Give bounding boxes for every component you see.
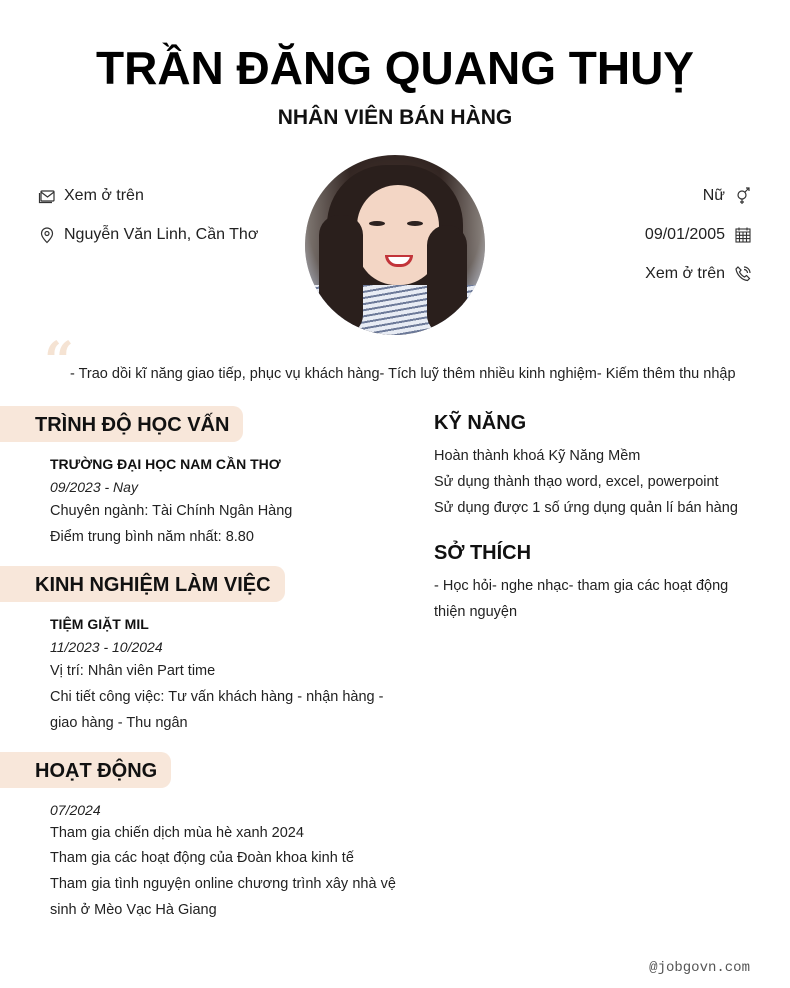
education-gpa: Điểm trung bình năm nhất: 8.80 <box>50 529 254 545</box>
contact-email <box>38 184 258 208</box>
contact-right <box>645 184 752 301</box>
profile-photo <box>305 155 485 335</box>
skill-item: Sử dụng thành thạo word, excel, powerpoint <box>434 474 719 490</box>
gender-value: Nữ <box>702 187 725 204</box>
career-objective: - Trao dồi kĩ năng giao tiếp, phục vụ khách hàng- Tích luỹ thêm nhiều kinh nghiệm- Kiếm thêm thu nhập <box>70 366 736 382</box>
email-value: Xem ở trên <box>64 187 144 204</box>
activity-item: Tham gia chiến dịch mùa hè xanh 2024 <box>50 825 304 841</box>
birthday-value: 09/01/2005 <box>644 226 725 243</box>
skill-item: Hoàn thành khoá Kỹ Năng Mềm <box>434 448 641 464</box>
skills-list <box>434 443 754 521</box>
education-date: 09/2023 - Nay <box>50 479 138 495</box>
hobby-text: - Học hỏi- nghe nhạc- tham gia các hoạt động thiện nguyện <box>434 578 729 620</box>
hobbies-heading: SỞ THÍCH <box>434 542 532 564</box>
education-major: Chuyên ngành: Tài Chính Ngân Hàng <box>50 503 293 519</box>
experience-details: Chi tiết công việc: Tư vấn khách hàng - nhận hàng - giao hàng - Thu ngân <box>50 689 384 731</box>
watermark: @jobgovn.com <box>649 960 750 976</box>
email-icon <box>38 187 56 205</box>
calendar-icon <box>734 226 752 244</box>
contact-address <box>38 223 258 247</box>
skills-heading: KỸ NĂNG <box>434 412 527 434</box>
gender-icon <box>734 187 752 205</box>
contact-phone <box>645 262 752 286</box>
phone-value: Xem ở trên <box>645 265 725 282</box>
experience-heading: KINH NGHIỆM LÀM VIỆC <box>0 566 285 602</box>
activity-item: Tham gia các hoạt động của Đoàn khoa kinh tế <box>50 850 354 866</box>
quote-icon: “ <box>44 331 74 392</box>
job-title: NHÂN VIÊN BÁN HÀNG <box>277 106 513 129</box>
education-heading: TRÌNH ĐỘ HỌC VẤN <box>0 406 243 442</box>
company-name: TIỆM GIẶT MIL <box>50 616 149 632</box>
school-name: TRƯỜNG ĐẠI HỌC NAM CẦN THƠ <box>50 456 281 472</box>
contact-birthday <box>645 223 752 247</box>
activity-item: Tham gia tình nguyện online chương trình xây nhà vệ sinh ở Mèo Vạc Hà Giang <box>50 876 396 918</box>
candidate-name: TRẦN ĐĂNG QUANG THUỴ <box>96 42 694 94</box>
activities-heading: HOẠT ĐỘNG <box>0 752 171 788</box>
experience-entry <box>50 612 396 736</box>
experience-date: 11/2023 - 10/2024 <box>50 639 163 655</box>
activities-entry <box>50 799 396 923</box>
contact-gender <box>645 184 752 208</box>
address-value: Nguyễn Văn Linh, Cần Thơ <box>64 226 259 243</box>
phone-icon <box>734 265 752 283</box>
education-entry <box>50 452 396 550</box>
location-icon <box>38 226 56 244</box>
contact-left <box>38 184 258 262</box>
experience-position: Vị trí: Nhân viên Part time <box>50 663 216 679</box>
activities-date: 07/2024 <box>50 802 101 818</box>
skill-item: Sử dụng được 1 số ứng dụng quản lí bán hàng <box>434 500 738 516</box>
hobbies-list <box>434 573 754 625</box>
